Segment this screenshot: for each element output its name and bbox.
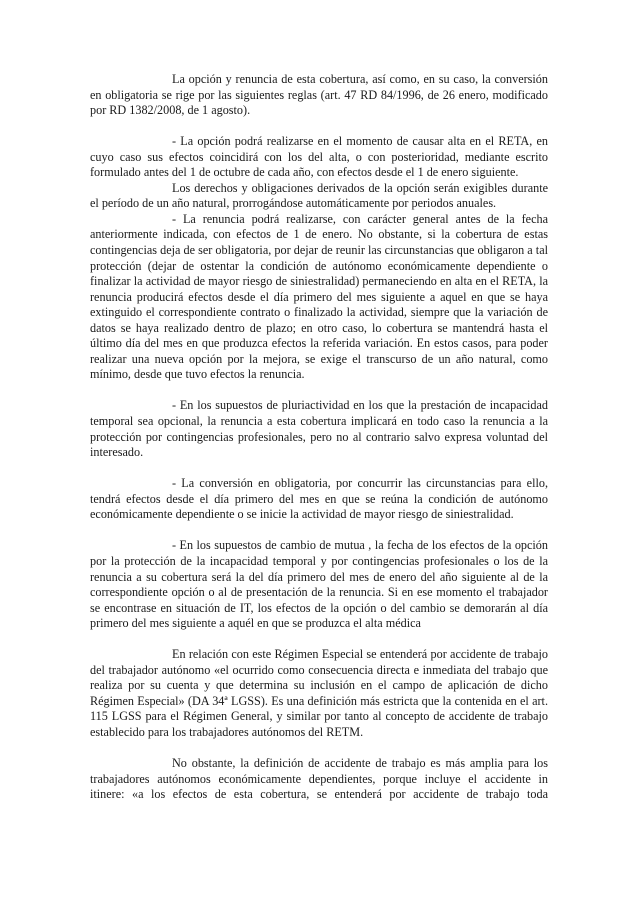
paragraph-option-timing: - La opción podrá realizarse en el momento de causar alta en el RETA, en cuyo caso sus efectos coincidirá con los del alta, o con posterioridad, mediante escrito formulado antes del 1 de octubre de cada año, con efectos desde el 1 de enero siguiente. — [90, 134, 548, 180]
paragraph-dependent-autonomous-accident: No obstante, la definición de accidente de trabajo es más amplia para los trabajadores autónomos económicamente dependientes, porque incluye el accidente in itinere: «a los efectos de esta cobertura, se entenderá por accidente de trabajo toda — [90, 756, 548, 802]
paragraph-gap — [90, 461, 548, 477]
document-page — [90, 72, 548, 803]
paragraph-mandatory-conversion: - La conversión en obligatoria, por concurrir las circunstancias para ello, tendrá efectos desde el día primero del mes en que se reúna la condición de autónomo económicamente dependiente o se inicie la actividad de mayor riesgo de siniestralidad. — [90, 476, 548, 522]
paragraph-rights-obligations: Los derechos y obligaciones derivados de la opción serán exigibles durante el período de un año natural, prorrogándose automáticamente por periodos anuales. — [90, 180, 548, 211]
paragraph-pluriactivity: - En los supuestos de pluriactividad en los que la prestación de incapacidad temporal sea opcional, la renuncia a esta cobertura implicará en todo caso la renuncia a la protección por contingencias profesionales, pero no al contrario salvo expresa voluntad del interesado. — [90, 398, 548, 460]
paragraph-work-accident-definition: En relación con este Régimen Especial se entenderá por accidente de trabajo del trabajador autónomo «el ocurrido como consecuencia directa e inmediata del trabajo que realiza por su cuenta y que determina su inclusión en el campo de aplicación de dicho Régimen Especial» (DA 34ª LGSS). Es una definición más estricta que la contenida en el art. 115 LGSS para el Régimen General, y similar por tanto al concepto de accidente de trabajo establecido para los trabajadores autónomos del RETM. — [90, 647, 548, 739]
paragraph-gap — [90, 119, 548, 135]
paragraph-gap — [90, 741, 548, 757]
paragraph-gap — [90, 632, 548, 648]
paragraph-mutual-change: - En los supuestos de cambio de mutua , la fecha de los efectos de la opción por la protección de la incapacidad temporal y por contingencias profesionales o los de la renuncia a su cobertura será la del día primero del mes de enero del año siguiente al de la correspondiente opción o al de presentación de la renuncia. Si en ese momento el trabajador se encontrase en situación de IT, los efectos de la opción o del cambio se demorarán al día primero del mes siguiente a aquél en que se produzca el alta médica — [90, 538, 548, 631]
paragraph-renunciation: - La renuncia podrá realizarse, con carácter general antes de la fecha anteriormente indicada, con efectos de 1 de enero. No obstante, si la cobertura de estas contingencias deja de ser obligatoria, por dejar de reunir las circunstancias que obligaron a tal protección (dejar de ostentar la condición de autónomo económicamente dependiente o finalizar la actividad de mayor riesgo de siniestralidad) permaneciendo en alta en el RETA, la renuncia producirá efectos desde el día primero del mes siguiente a aquel en que se haya extinguido el correspondiente contrato o finalizado la actividad, siempre que la variación de datos se haya realizado dentro de plazo; en otro caso, lo cobertura se mantendrá hasta el último día del mes en que produzca efectos la referida variación. En estos casos, para poder realizar una nueva opción por la mejora, se exige el transcurso de un año natural, como mínimo, desde que tuvo efectos la renuncia. — [90, 211, 548, 382]
paragraph-gap — [90, 383, 548, 399]
paragraph-option-renunciation-rules: La opción y renuncia de esta cobertura, así como, en su caso, la conversión en obligatoria se rige por las siguientes reglas (art. 47 RD 84/1996, de 26 enero, modificado por RD 1382/2008, de 1 agosto). — [90, 72, 548, 118]
paragraph-gap — [90, 523, 548, 539]
